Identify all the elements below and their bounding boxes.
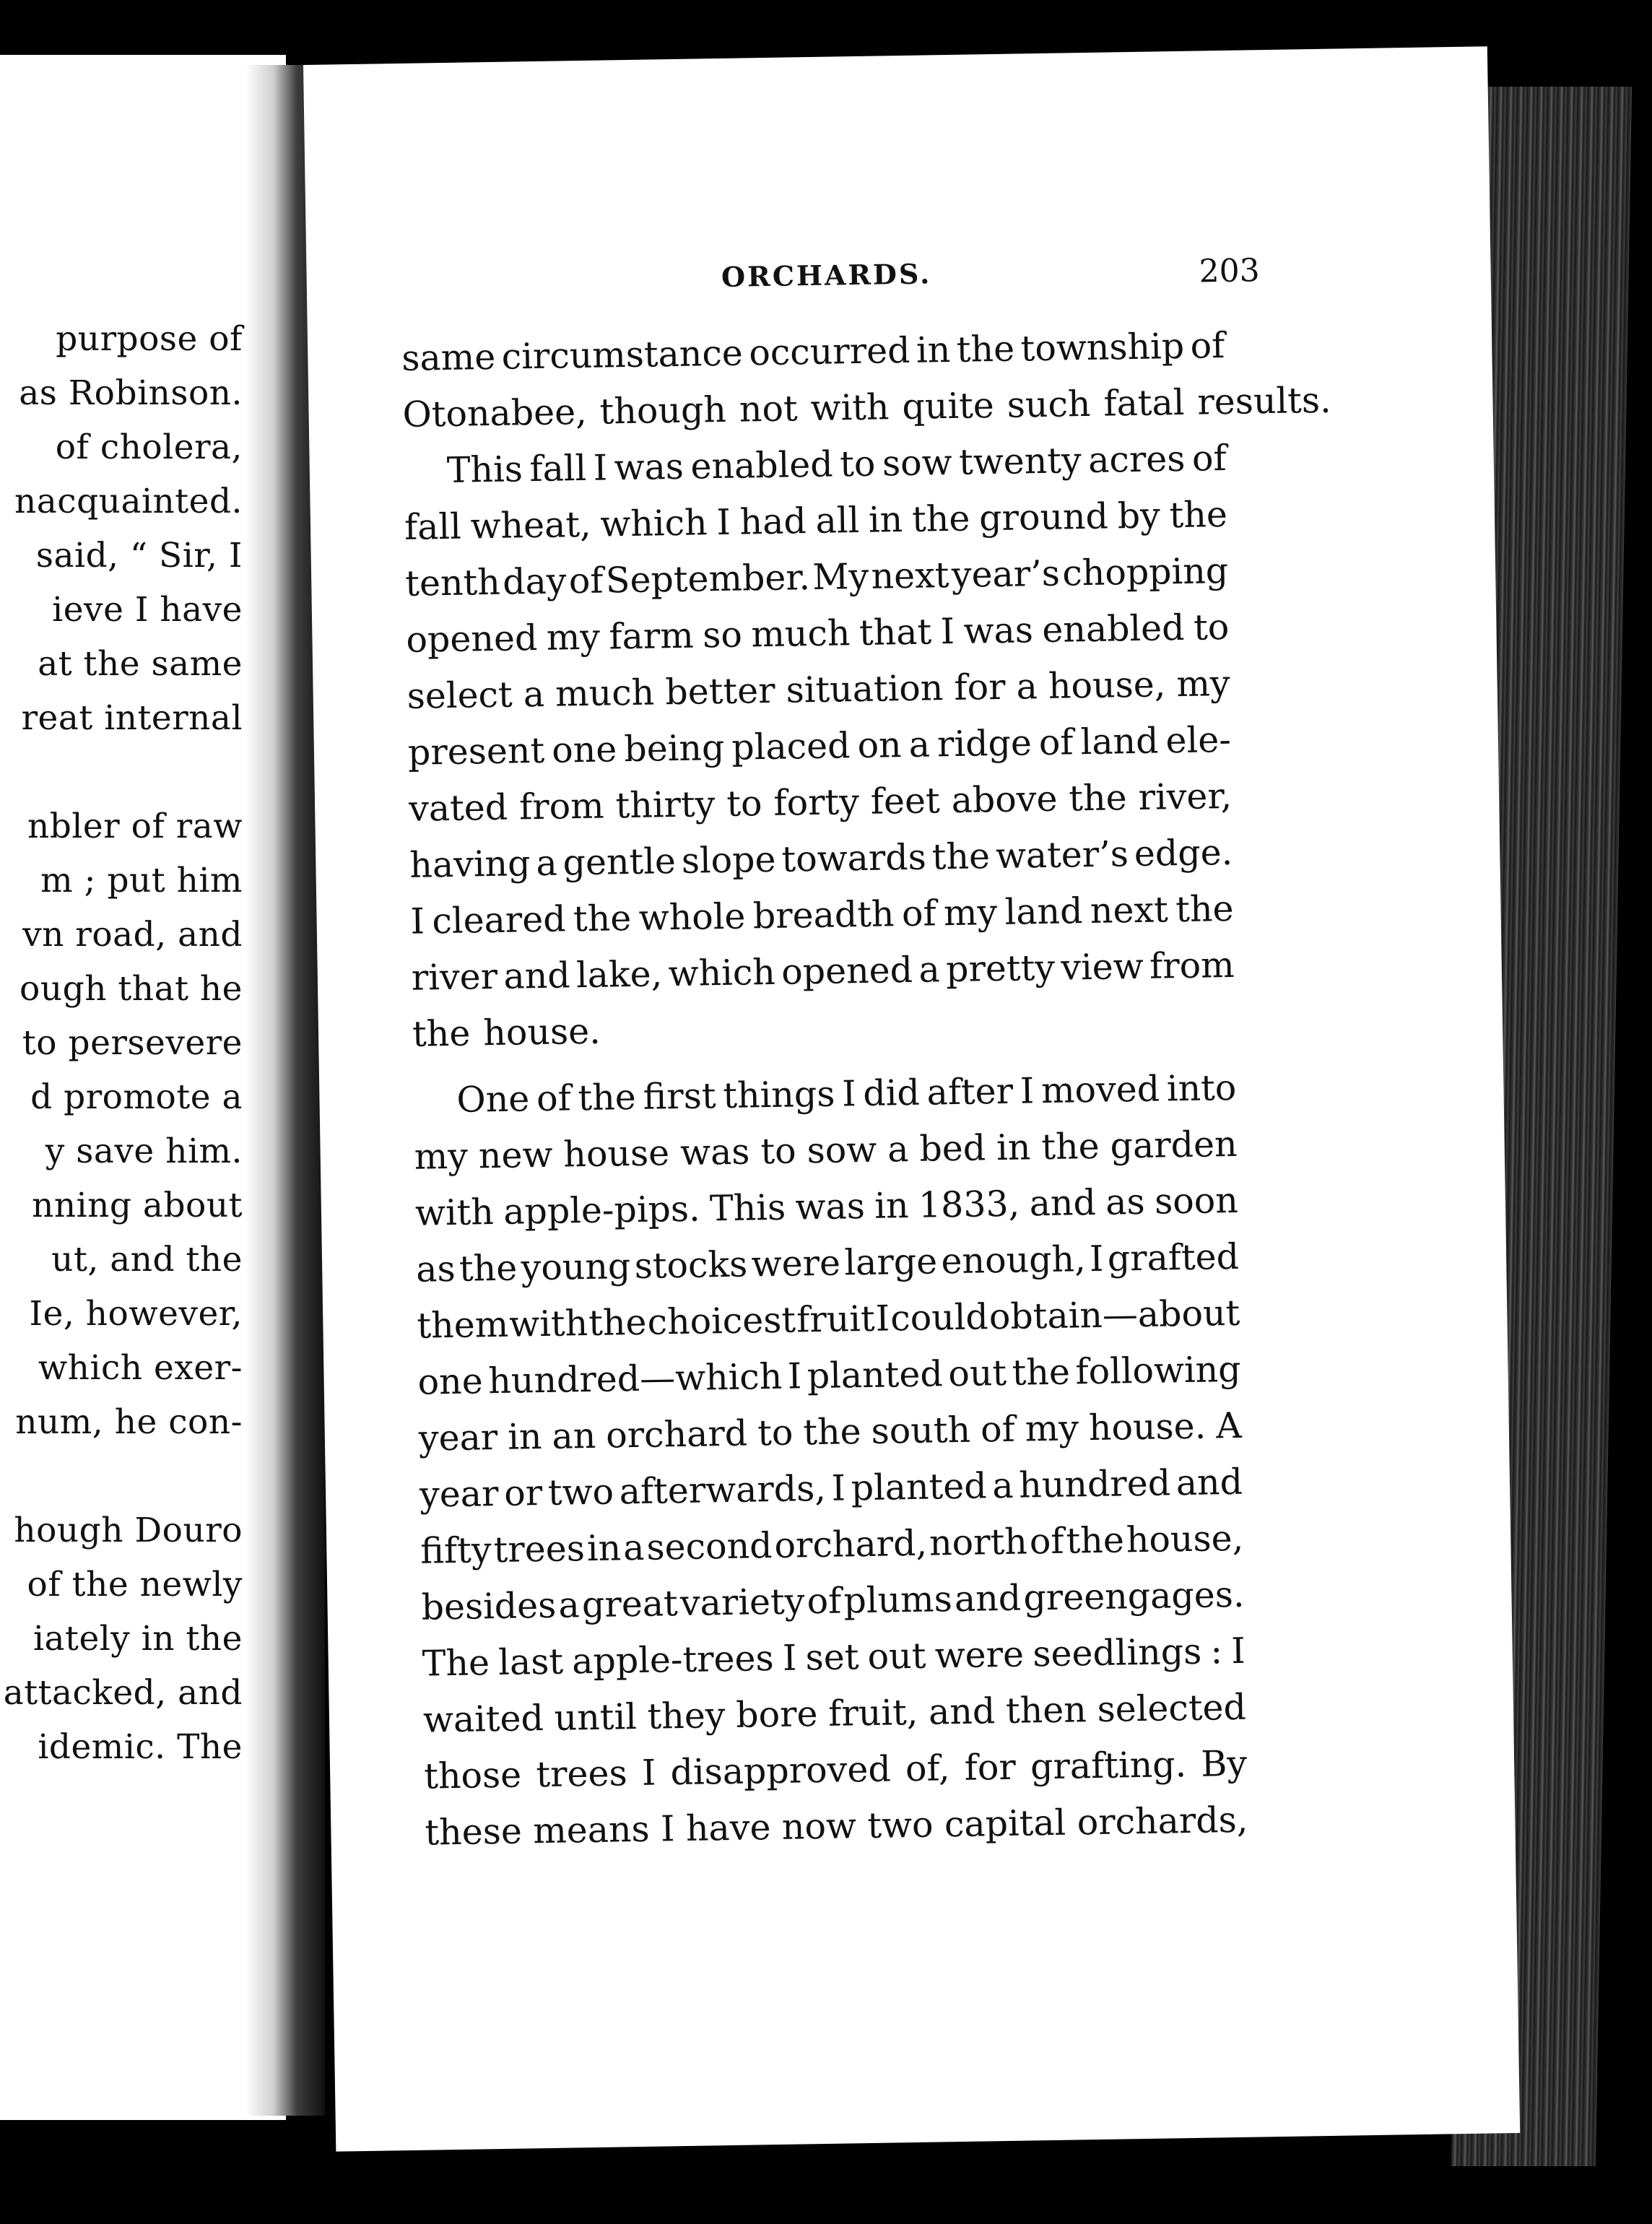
text-line: opened my farm so much that I was enabled to	[406, 606, 1230, 661]
text-line: besides a great variety of plums and greengages.	[421, 1573, 1245, 1628]
left-page-line: iately in the	[33, 1619, 243, 1659]
text-line: river and lake, which opened a pretty view from	[411, 944, 1235, 999]
text-line: as the young stocks were large enough, I grafted	[415, 1235, 1240, 1290]
left-page-line: d promote a	[30, 1077, 243, 1117]
text-line: The last apple-trees I set out were seedlings : I	[422, 1630, 1246, 1685]
left-page-line: hough Douro	[14, 1511, 243, 1550]
left-page-line: idemic. The	[38, 1727, 243, 1767]
text-line: present one being placed on a ridge of land ele-	[407, 718, 1232, 773]
left-page-line: as Robinson.	[19, 373, 243, 413]
left-page-line: ough that he	[19, 969, 243, 1009]
text-line: Otonabee, though not with quite such fatal results.	[402, 379, 1332, 435]
text-line: my new house was to sow a bed in the garden	[414, 1123, 1238, 1178]
left-page-line: ut, and the	[51, 1240, 243, 1280]
text-line: select a much better situation for a house, my	[407, 662, 1231, 717]
left-page-line: m ; put him	[40, 861, 243, 900]
left-page-line: vn road, and	[22, 915, 243, 955]
left-page-line: to persevere	[22, 1023, 243, 1063]
text-line: year in an orchard to the south of my house. A	[418, 1404, 1243, 1459]
text-line: This fall I was enabled to sow twenty acres of	[446, 437, 1227, 491]
running-head: ORCHARDS.	[721, 257, 932, 293]
left-page-line: y save him.	[45, 1131, 243, 1171]
left-page-line: of the newly	[27, 1565, 243, 1604]
left-page-line: nacquainted.	[14, 482, 243, 521]
text-line: the house.	[412, 1010, 601, 1055]
text-line: those trees I disapproved of, for grafting. By	[423, 1742, 1248, 1797]
left-page-line: ieve I have	[52, 590, 243, 630]
left-page-line: at the same	[38, 644, 243, 684]
left-page-line: reat internal	[21, 698, 243, 738]
text-line: them with the choicest fruit I could obtain—about	[417, 1292, 1240, 1347]
text-line: year or two afterwards, I planted a hundred and	[419, 1461, 1243, 1516]
page-body	[401, 318, 1332, 1862]
facing-page-left	[0, 55, 286, 2120]
left-page-line: purpose of	[56, 319, 243, 359]
left-page-line: said, “ Sir, I	[35, 536, 243, 575]
left-page-line: nbler of raw	[27, 807, 243, 846]
page-header	[400, 252, 1261, 309]
text-line: fifty trees in a second orchard, north of the house,	[419, 1517, 1244, 1572]
left-page-line: num, he con-	[15, 1402, 243, 1442]
text-line: having a gentle slope towards the water’s edge.	[409, 831, 1233, 886]
book-page	[303, 46, 1520, 2151]
left-page-line: nning about	[32, 1186, 243, 1225]
text-line: fall wheat, which I had all in the ground by the	[404, 493, 1228, 548]
left-page-line: which exer-	[38, 1348, 243, 1388]
text-line: I cleared the whole breadth of my land next the	[410, 887, 1234, 942]
text-line: one hundred—which I planted out the following	[417, 1348, 1241, 1403]
text-line: tenth day of September. My next year’s chopping	[404, 550, 1229, 604]
text-line: vated from thirty to forty feet above the river,	[408, 775, 1233, 830]
text-line: waited until they bore fruit, and then selected	[422, 1686, 1247, 1741]
text-line: same circumstance occurred in the township of	[401, 325, 1225, 379]
left-page-line: attacked, and	[3, 1673, 243, 1713]
text-line: with apple-pips. This was in 1833, and as soon	[414, 1179, 1239, 1234]
page-number: 203	[1199, 252, 1261, 290]
text-line: these means I have now two capital orchards,	[425, 1799, 1248, 1854]
text-line: One of the first things I did after I moved into	[456, 1067, 1237, 1121]
left-page-line: of cholera,	[55, 427, 243, 467]
left-page-line: Ie, however,	[29, 1294, 243, 1334]
